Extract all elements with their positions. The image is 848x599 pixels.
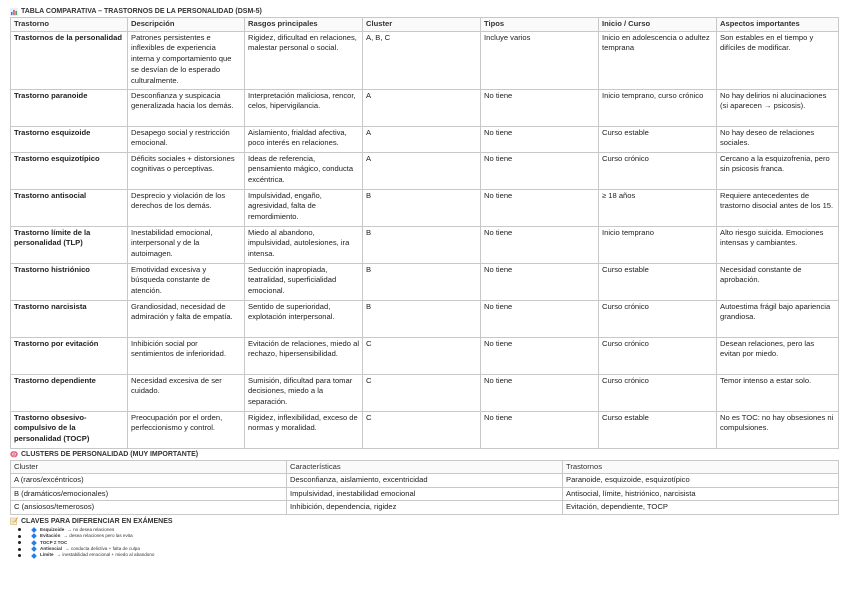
- blue-diamond-icon: [31, 553, 37, 559]
- table-cell: C: [363, 374, 481, 411]
- table-cell: No tiene: [481, 263, 599, 300]
- clusters-table: [10, 460, 839, 515]
- table-cell: Curso crónico: [599, 300, 717, 337]
- clusters-title: CLUSTERS DE PERSONALIDAD (MUY IMPORTANTE): [21, 450, 199, 458]
- table-cell: A (raros/excéntricos): [11, 474, 287, 488]
- table-cell: A: [363, 152, 481, 189]
- table-cell: Miedo al abandono, impulsividad, autolesiones, ira intensa.: [245, 226, 363, 263]
- main-table-title: TABLA COMPARATIVA – TRASTORNOS DE LA PERSONALIDAD (DSM-5): [21, 8, 262, 15]
- table-row: [11, 474, 839, 488]
- table-row: [11, 226, 839, 263]
- memo-icon: [10, 517, 18, 525]
- header-caracteristicas: Características: [287, 460, 563, 474]
- table-cell: Inicio temprano: [599, 226, 717, 263]
- table-row: [11, 89, 839, 126]
- table-cell: Trastorno dependiente: [11, 374, 128, 411]
- table-cell: Grandiosidad, necesidad de admiración y falta de empatía.: [128, 300, 245, 337]
- table-cell: Inicio temprano, curso crónico: [599, 89, 717, 126]
- table-cell: Trastorno por evitación: [11, 337, 128, 374]
- bullet-icon: [18, 535, 21, 538]
- table-cell: Desprecio y violación de los derechos de los demás.: [128, 189, 245, 226]
- table-cell: No tiene: [481, 89, 599, 126]
- table-cell: No tiene: [481, 152, 599, 189]
- table-cell: Alto riesgo suicida. Emociones intensas y cambiantes.: [717, 226, 839, 263]
- table-cell: Antisocial, límite, histriónico, narcisista: [563, 487, 839, 501]
- main-table-heading: [10, 6, 838, 17]
- blue-diamond-icon: [31, 540, 37, 546]
- key-text: → desea relaciones pero las evita: [63, 533, 133, 539]
- table-row: [11, 263, 839, 300]
- table-cell: No hay deseo de relaciones sociales.: [717, 126, 839, 152]
- table-cell: Trastorno límite de la personalidad (TLP): [11, 226, 128, 263]
- table-cell: Seducción inapropiada, teatralidad, superficialidad emocional.: [245, 263, 363, 300]
- table-cell: A, B, C: [363, 31, 481, 89]
- keys-title: CLAVES PARA DIFERENCIAR EN EXÁMENES: [21, 517, 173, 525]
- table-cell: Autoestima frágil bajo apariencia grandiosa.: [717, 300, 839, 337]
- table-cell: Impulsividad, inestabilidad emocional: [287, 487, 563, 501]
- table-cell: No es TOC: no hay obsesiones ni compulsiones.: [717, 411, 839, 448]
- keys-list: [10, 527, 838, 559]
- table-cell: Cercano a la esquizofrenia, pero sin psicosis franca.: [717, 152, 839, 189]
- table-cell: C: [363, 411, 481, 448]
- table-cell: Déficits sociales + distorsiones cognitivas o perceptivas.: [128, 152, 245, 189]
- clusters-table-header-row: [11, 460, 839, 474]
- header-trastornos: Trastornos: [563, 460, 839, 474]
- table-cell: Patrones persistentes e inflexibles de experiencia interna y comportamiento que se desvían de lo esperado culturalmente.: [128, 31, 245, 89]
- disorders-table: [10, 17, 839, 449]
- table-row: [11, 337, 839, 374]
- bullet-icon: [18, 541, 21, 544]
- header-cluster: Cluster: [11, 460, 287, 474]
- header-tipos: Tipos: [481, 18, 599, 32]
- table-cell: A: [363, 126, 481, 152]
- table-cell: No tiene: [481, 226, 599, 263]
- key-text: → conducta delictiva + falta de culpa: [64, 545, 140, 551]
- table-cell: Curso crónico: [599, 374, 717, 411]
- table-cell: B: [363, 263, 481, 300]
- table-cell: Desean relaciones, pero las evitan por miedo.: [717, 337, 839, 374]
- key-term: Antisocial: [40, 545, 62, 551]
- table-cell: ≥ 18 años: [599, 189, 717, 226]
- table-cell: Trastorno esquizoide: [11, 126, 128, 152]
- blue-diamond-icon: [31, 546, 37, 552]
- key-text: → no desea relaciones: [67, 526, 115, 532]
- table-cell: B (dramáticos/emocionales): [11, 487, 287, 501]
- table-row: [11, 374, 839, 411]
- header-aspectos: Aspectos importantes: [717, 18, 839, 32]
- table-cell: Incluye varios: [481, 31, 599, 89]
- table-cell: No tiene: [481, 189, 599, 226]
- header-trastorno: Trastorno: [11, 18, 128, 32]
- table-cell: Aislamiento, frialdad afectiva, poco interés en relaciones.: [245, 126, 363, 152]
- table-cell: Curso estable: [599, 411, 717, 448]
- table-cell: No tiene: [481, 411, 599, 448]
- table-cell: Trastornos de la personalidad: [11, 31, 128, 89]
- key-term: Evitación: [40, 533, 61, 539]
- table-cell: Impulsividad, engaño, agresividad, falta de remordimiento.: [245, 189, 363, 226]
- table-cell: Sentido de superioridad, explotación interpersonal.: [245, 300, 363, 337]
- blue-diamond-icon: [31, 527, 37, 533]
- table-cell: Temor intenso a estar solo.: [717, 374, 839, 411]
- table-cell: Rigidez, inflexibilidad, exceso de normas y moralidad.: [245, 411, 363, 448]
- table-cell: Son estables en el tiempo y difíciles de modificar.: [717, 31, 839, 89]
- table-row: [11, 501, 839, 515]
- key-text: → inestabilidad emocional + miedo al abandono: [56, 552, 155, 558]
- table-cell: Evitación, dependiente, TOCP: [563, 501, 839, 515]
- table-cell: No tiene: [481, 337, 599, 374]
- table-row: [11, 31, 839, 89]
- table-row: [11, 300, 839, 337]
- table-cell: Necesidad constante de aprobación.: [717, 263, 839, 300]
- table-row: [11, 487, 839, 501]
- table-cell: Desconfianza y suspicacia generalizada hacia los demás.: [128, 89, 245, 126]
- table-cell: A: [363, 89, 481, 126]
- table-cell: Emotividad excesiva y búsqueda constante de atención.: [128, 263, 245, 300]
- blue-diamond-icon: [31, 533, 37, 539]
- table-cell: Preocupación por el orden, perfeccionismo y control.: [128, 411, 245, 448]
- table-cell: Paranoide, esquizoide, esquizotípico: [563, 474, 839, 488]
- table-cell: Rigidez, dificultad en relaciones, malestar personal o social.: [245, 31, 363, 89]
- key-term: Límite: [40, 552, 54, 558]
- header-rasgos: Rasgos principales: [245, 18, 363, 32]
- disorders-table-header-row: [11, 18, 839, 32]
- table-cell: Interpretación maliciosa, rencor, celos, hipervigilancia.: [245, 89, 363, 126]
- document-page: [10, 6, 838, 559]
- table-cell: Curso crónico: [599, 337, 717, 374]
- table-cell: No tiene: [481, 300, 599, 337]
- table-cell: Curso estable: [599, 263, 717, 300]
- bullet-icon: [18, 528, 21, 531]
- table-cell: Trastorno narcisista: [11, 300, 128, 337]
- table-cell: Trastorno esquizotípico: [11, 152, 128, 189]
- table-cell: Curso crónico: [599, 152, 717, 189]
- table-cell: Ideas de referencia, pensamiento mágico, conducta excéntrica.: [245, 152, 363, 189]
- header-cluster: Cluster: [363, 18, 481, 32]
- key-term: Esquizoide: [40, 526, 65, 532]
- header-descripcion: Descripción: [128, 18, 245, 32]
- table-cell: C (ansiosos/temerosos): [11, 501, 287, 515]
- table-cell: Trastorno obsesivo-compulsivo de la personalidad (TOCP): [11, 411, 128, 448]
- bullet-icon: [18, 554, 21, 557]
- table-cell: Inicio en adolescencia o adultez temprana: [599, 31, 717, 89]
- table-cell: Desconfianza, aislamiento, excentricidad: [287, 474, 563, 488]
- brain-icon: [10, 450, 18, 458]
- keys-heading: [10, 516, 838, 527]
- table-row: [11, 126, 839, 152]
- table-cell: No hay delirios ni alucinaciones (si aparecen → psicosis).: [717, 89, 839, 126]
- table-cell: Trastorno antisocial: [11, 189, 128, 226]
- table-cell: Curso estable: [599, 126, 717, 152]
- key-term: TOCP ≠ TOC: [40, 539, 68, 545]
- bullet-icon: [18, 548, 21, 551]
- table-row: [11, 152, 839, 189]
- table-cell: Requiere antecedentes de trastorno disocial antes de los 15.: [717, 189, 839, 226]
- table-cell: Inhibición social por sentimientos de inferioridad.: [128, 337, 245, 374]
- table-cell: Trastorno paranoide: [11, 89, 128, 126]
- bar-chart-icon: [10, 8, 18, 16]
- table-row: [11, 189, 839, 226]
- table-row: [11, 411, 839, 448]
- table-cell: Trastorno histriónico: [11, 263, 128, 300]
- table-cell: B: [363, 189, 481, 226]
- table-cell: Sumisión, dificultad para tomar decisiones, miedo a la separación.: [245, 374, 363, 411]
- table-cell: Desapego social y restricción emocional.: [128, 126, 245, 152]
- table-cell: Necesidad excesiva de ser cuidado.: [128, 374, 245, 411]
- table-cell: Inestabilidad emocional, interpersonal y de la autoimagen.: [128, 226, 245, 263]
- table-cell: Evitación de relaciones, miedo al rechazo, hipersensibilidad.: [245, 337, 363, 374]
- table-cell: No tiene: [481, 374, 599, 411]
- list-item: [18, 552, 838, 558]
- table-cell: No tiene: [481, 126, 599, 152]
- table-cell: C: [363, 337, 481, 374]
- header-inicio-curso: Inicio / Curso: [599, 18, 717, 32]
- clusters-heading: [10, 449, 838, 460]
- table-cell: B: [363, 226, 481, 263]
- table-cell: B: [363, 300, 481, 337]
- table-cell: Inhibición, dependencia, rigidez: [287, 501, 563, 515]
